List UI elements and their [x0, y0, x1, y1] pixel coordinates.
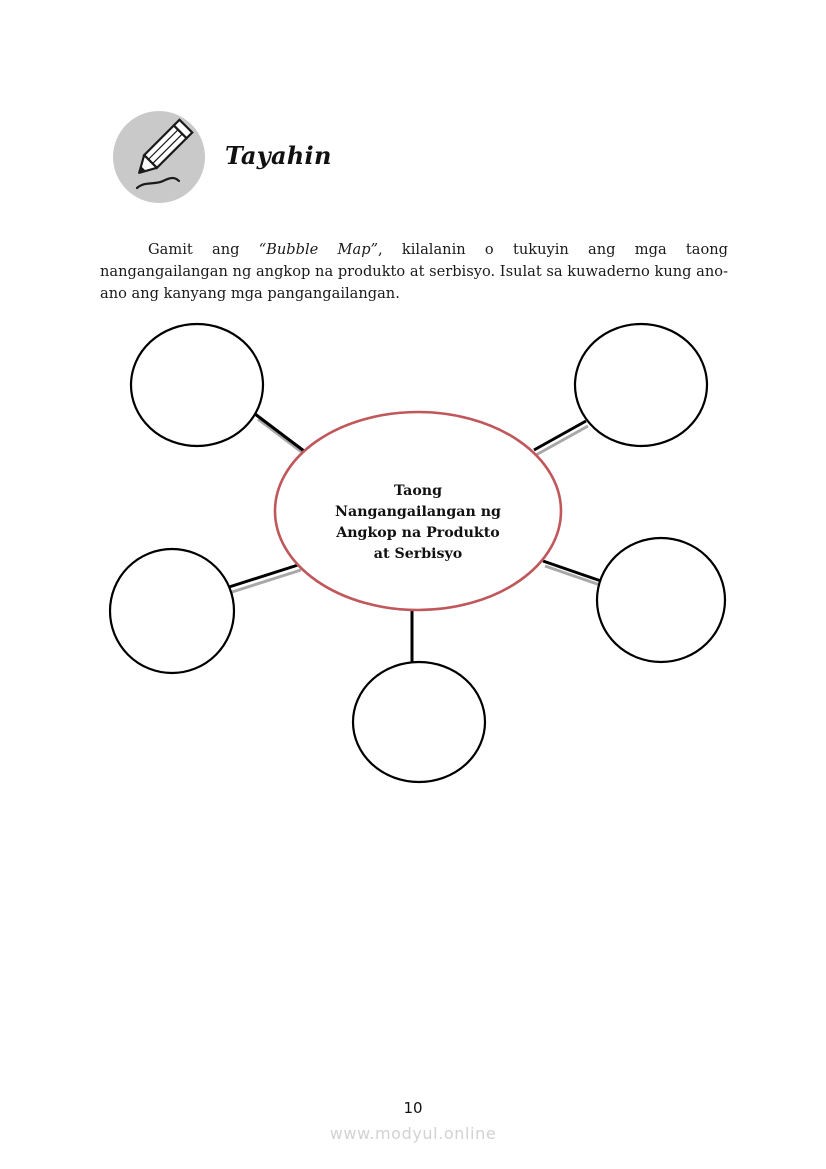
connector-mid-right: [543, 561, 601, 581]
instructions-prefix: Gamit ang: [148, 241, 259, 258]
outer-bubble-bottom[interactable]: [353, 662, 485, 782]
page-number: 10: [403, 1099, 423, 1117]
connector-mid-left: [229, 565, 298, 587]
center-label-line: Angkop na Produkto: [336, 525, 500, 541]
instructions-suffix: , kilalanin o tukuyin ang mga taong nangangailangan ng angkop na produkto at serbisyo. Isulat sa kuwaderno kung ano-ano ang kanyang mga pangangailangan.: [100, 241, 728, 302]
outer-bubble-mid-right[interactable]: [597, 538, 725, 662]
outer-bubble-mid-left[interactable]: [110, 549, 234, 673]
center-bubble-label: [318, 481, 518, 565]
section-title: Tayahin: [225, 141, 332, 170]
center-label-line: Taong: [393, 483, 443, 499]
connector-top-right: [534, 421, 586, 450]
instructions-emphasis: “Bubble Map”: [258, 241, 379, 258]
center-label-line: at Serbisyo: [373, 546, 463, 562]
outer-bubble-top-right[interactable]: [575, 324, 707, 446]
center-label-line: Nangangailangan ng: [335, 504, 501, 520]
watermark: www.modyul.online: [329, 1124, 497, 1143]
connector-top-left: [255, 414, 304, 451]
connector-shadow-mid-left: [232, 570, 301, 592]
outer-bubble-top-left[interactable]: [131, 324, 263, 446]
connector-shadow-mid-right: [545, 566, 603, 586]
connector-shadow-top-right: [536, 426, 588, 455]
connector-shadow-top-left: [258, 419, 307, 456]
